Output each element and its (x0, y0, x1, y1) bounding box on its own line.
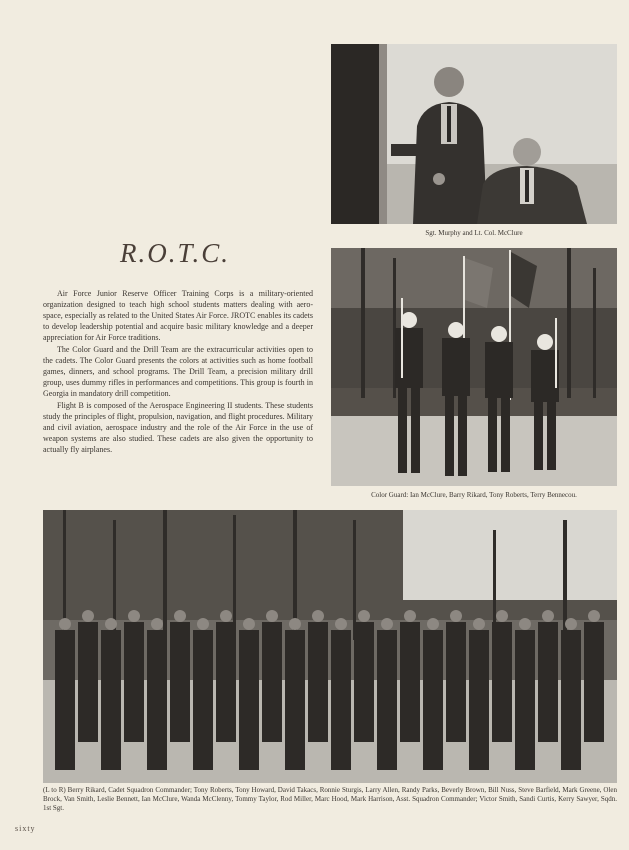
cadet-figure (147, 630, 167, 770)
cadet-figure (55, 630, 75, 770)
cadet-figure (101, 630, 121, 770)
cadet-figure (266, 610, 278, 622)
color-guard-caption: Color Guard: Ian McClure, Barry Rikard, Tony Roberts, Terry Bennecou. (371, 491, 577, 499)
cadet-figure (450, 610, 462, 622)
cadet-figure (220, 610, 232, 622)
cadet-figure (151, 618, 163, 630)
cadet-figure (423, 630, 443, 770)
cadet-figure (561, 630, 581, 770)
cadet-figure (515, 630, 535, 770)
cadet-figure (285, 630, 305, 770)
cadet-figure (538, 622, 558, 742)
cadet-figure (331, 630, 351, 770)
cadet-figure (584, 622, 604, 742)
cadet-figure (128, 610, 140, 622)
flight-b-photo (43, 510, 617, 783)
paragraph-flight-b: Flight B is composed of the Aerospace Engineering II students. These students study the principles of flight, propulsion, navigation, and flight procedures. Military and civil aviation, aerospace industry and the role of the Air Force in the use of weapon systems are also studied. These cadets are also given the opportunity to actually fly airplanes. (43, 401, 313, 454)
cadet-figure (105, 618, 117, 630)
cadet-figure (170, 622, 190, 742)
cadet-figure (446, 622, 466, 742)
cadet-figure (308, 622, 328, 742)
cadet-figure (78, 622, 98, 742)
cadet-figure (427, 618, 439, 630)
paragraph-jrotc: Air Force Junior Reserve Officer Training Corps is a military-oriented organization designed to teach high school students matters dealing with aero-space, especially as related to the United States Air Force. JROTC enables its cadets to develop leadership potential and acquire basic military knowledge and a deeper appreciation for Air Force traditions. (43, 289, 313, 342)
cadet-figure (216, 622, 236, 742)
cadet-figure (124, 622, 144, 742)
cadet-figure (358, 610, 370, 622)
cadet-figure (262, 622, 282, 742)
cadet-figure (289, 618, 301, 630)
cadet-figure (59, 618, 71, 630)
cadet-figure (354, 622, 374, 742)
officers-photo (331, 44, 617, 224)
officers-caption: Sgt. Murphy and Lt. Col. McClure (425, 229, 523, 237)
article-body (43, 288, 313, 456)
cadet-figure (469, 630, 489, 770)
cadet-figure (473, 618, 485, 630)
cadet-figure (312, 610, 324, 622)
page-number: sixty (15, 824, 36, 833)
cadet-figure (239, 630, 259, 770)
paragraph-color-guard: The Color Guard and the Drill Team are the extracurricular activities open to the cadets. The Color Guard presents the colors at activities such as home football games, dinners, and school programs. The Drill Team, a precision military drill group, uses dummy rifles in performances and competitions. This group is fourth in Georgia in mandatory drill competition. (43, 345, 313, 398)
cadet-figure (197, 618, 209, 630)
cadet-figure (174, 610, 186, 622)
cadet-figure (381, 618, 393, 630)
cadet-figure (243, 618, 255, 630)
cadet-figure (335, 618, 347, 630)
cadet-figure (82, 610, 94, 622)
cadet-figure (542, 610, 554, 622)
flight-b-caption: (L to R) Berry Rikard, Cadet Squadron Commander; Tony Roberts, Tony Howard, David Takacs, Ronnie Sturgis, Larry Allen, Randy Parks, Beverly Brown, Bill Nuss, Steve Barfield, Mark Greene, Olen Brock, Van Smith, Leslie Bennett, Ian McClure, Wanda McClenny, Tommy Taylor, Rod Miller, Marc Hood, Mark Harrison, Asst. Squadron Commander; Victor Smith, Sandi Curtis, Kerry Sawyer, Sqdn. 1st Sgt. (43, 786, 617, 812)
cadet-figure (404, 610, 416, 622)
cadet-figure (565, 618, 577, 630)
page-title: R.O.T.C. (119, 238, 230, 268)
cadet-figure (377, 630, 397, 770)
cadet-figure (400, 622, 420, 742)
cadet-figure (519, 618, 531, 630)
cadet-figure (496, 610, 508, 622)
cadet-figure (492, 622, 512, 742)
cadet-figure (193, 630, 213, 770)
cadet-figure (588, 610, 600, 622)
color-guard-photo (331, 248, 617, 486)
